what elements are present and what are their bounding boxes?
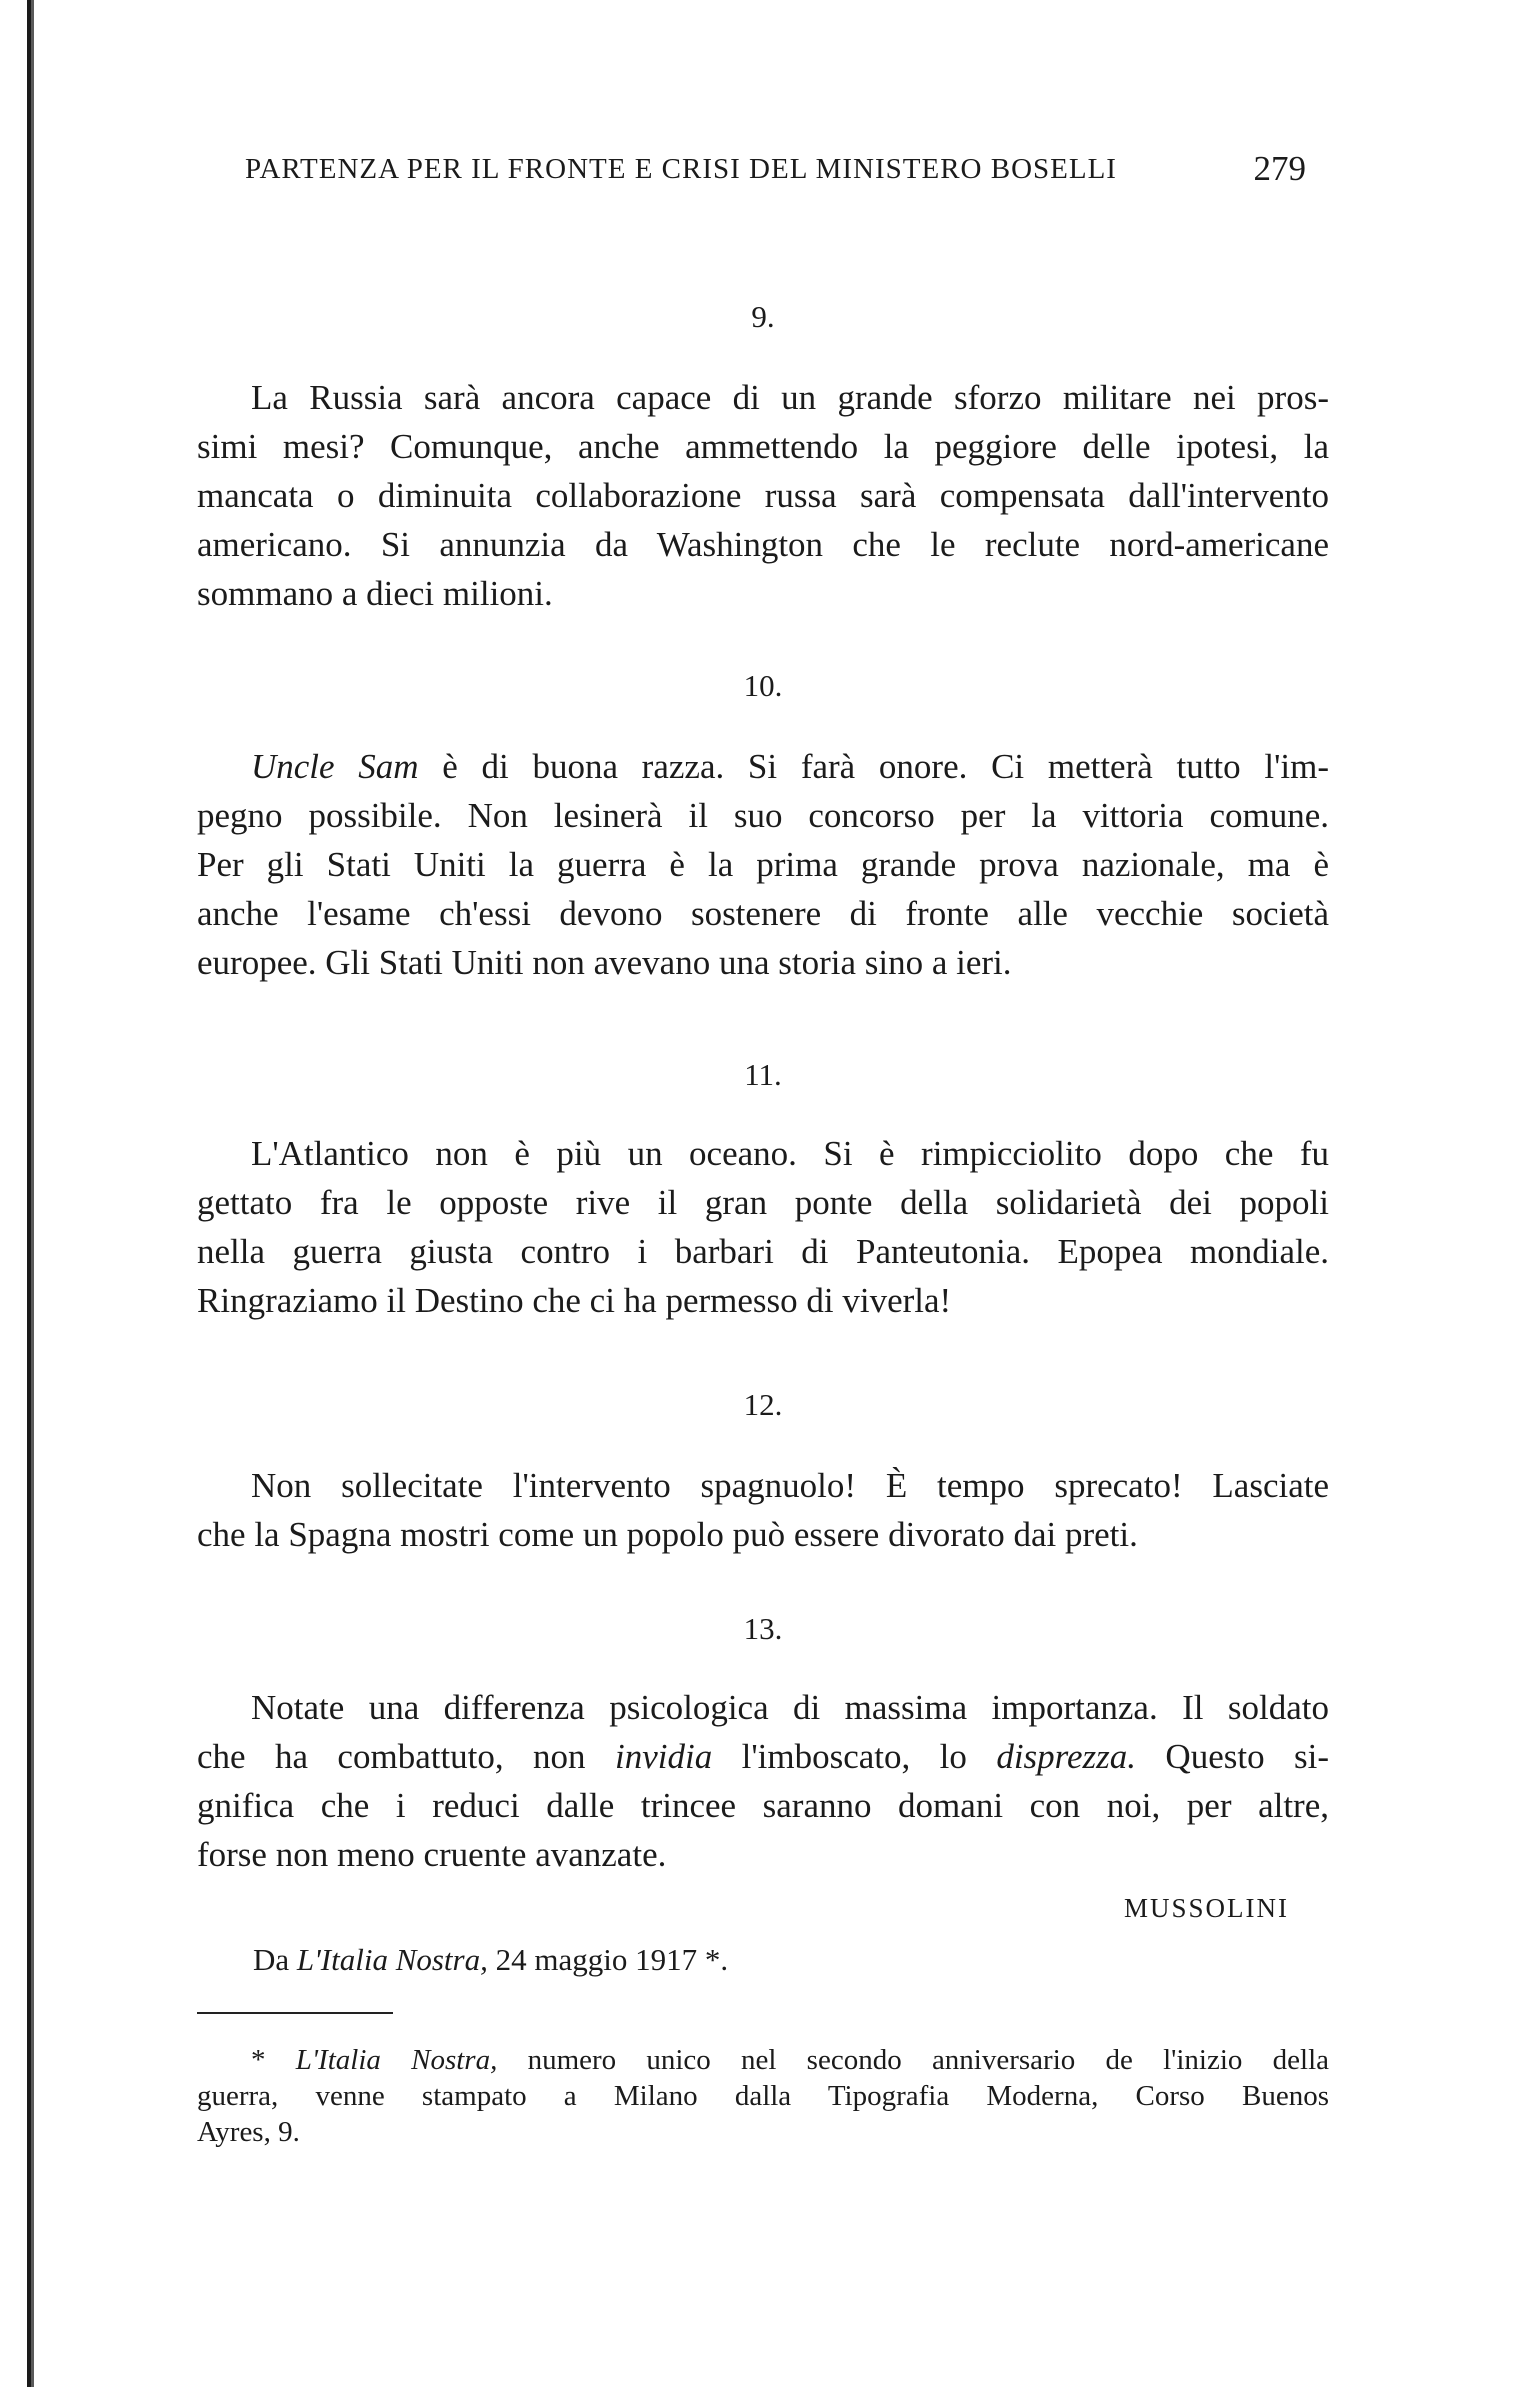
section-number: 11. — [744, 1057, 782, 1092]
source-citation — [197, 1942, 1329, 1978]
paragraph-10 — [197, 742, 1329, 987]
source-date: 24 maggio 1917 *. — [487, 1942, 729, 1977]
running-title: PARTENZA PER IL FRONTE E CRISI DEL MINISTERO BOSELLI — [245, 153, 1117, 185]
italic-term: Uncle Sam — [251, 747, 419, 786]
text-line: Notate una differenza psicologica di massima importanza. Il soldato — [251, 1688, 1329, 1727]
text-line: sommano a dieci milioni. — [197, 574, 553, 613]
footnote-marker: * — [251, 2044, 296, 2076]
footnote-line: Ayres, 9. — [197, 2116, 300, 2148]
footnote — [197, 2042, 1329, 2150]
running-head — [197, 145, 1329, 205]
page-body — [197, 145, 1329, 2150]
text-line: Ringraziamo il Destino che ci ha permesso di viverla! — [197, 1281, 952, 1320]
italic-term: disprezza. — [996, 1737, 1137, 1776]
text-fragment: l'imboscato, lo — [712, 1737, 997, 1776]
text-line — [197, 742, 1329, 791]
text-line: nella guerra giusta contro i barbari di Panteutonia. Epopea mondiale. — [197, 1232, 1329, 1271]
section-number: 10. — [743, 668, 783, 703]
section-number: 9. — [751, 299, 775, 334]
text-line: gettato fra le opposte rive il gran ponte della solidarietà dei popoli — [197, 1183, 1329, 1222]
paragraph-11 — [197, 1129, 1329, 1325]
paragraph-9 — [197, 373, 1329, 618]
text-line: L'Atlantico non è più un oceano. Si è rimpicciolito dopo che fu — [251, 1134, 1329, 1173]
text-line: La Russia sarà ancora capace di un grande sforzo militare nei pros- — [251, 378, 1329, 417]
text-line: mancata o diminuita collaborazione russa sarà compensata dall'intervento — [197, 476, 1329, 515]
footnote-line: guerra, venne stampato a Milano dalla Tipografia Moderna, Corso Buenos — [197, 2080, 1329, 2112]
italic-term: invidia — [614, 1737, 713, 1776]
text-line: che la Spagna mostri come un popolo può essere divorato dai preti. — [197, 1515, 1138, 1554]
text-line: gnifica che i reduci dalle trincee saranno domani con noi, per altre, — [197, 1786, 1329, 1825]
text-fragment: Questo si- — [1136, 1737, 1329, 1776]
text-line: pegno possibile. Non lesinerà il suo concorso per la vittoria comune. — [197, 796, 1329, 835]
text-fragment: numero unico nel secondo anniversario de l'inizio della — [497, 2044, 1329, 2076]
signature: MUSSOLINI — [1123, 1893, 1289, 1923]
source-prefix: Da — [253, 1942, 297, 1977]
paragraph-13 — [197, 1683, 1329, 1879]
text-fragment: che ha combattuto, non — [197, 1737, 615, 1776]
text-line: europee. Gli Stati Uniti non avevano una storia sino a ieri. — [197, 943, 1012, 982]
text-line: anche l'esame ch'essi devono sostenere di fronte alle vecchie società — [197, 894, 1329, 933]
footnote-publication: L'Italia Nostra, — [295, 2044, 498, 2076]
text-line: Per gli Stati Uniti la guerra è la prima grande prova nazionale, ma è — [197, 845, 1329, 884]
section-number: 12. — [743, 1387, 783, 1422]
footnote-line — [197, 2042, 1329, 2078]
text-fragment: è di buona razza. Si farà onore. Ci metterà tutto l'im- — [418, 747, 1329, 786]
text-line — [197, 1732, 1329, 1781]
text-line: americano. Si annunzia da Washington che le reclute nord-americane — [197, 525, 1329, 564]
source-publication: L'Italia Nostra, — [296, 1942, 488, 1977]
paragraph-12 — [197, 1461, 1329, 1559]
page-number: 279 — [1253, 149, 1306, 188]
text-line: Non sollecitate l'intervento spagnuolo! È tempo sprecato! Lasciate — [251, 1466, 1329, 1505]
section-number: 13. — [743, 1611, 783, 1646]
text-line: forse non meno cruente avanzate. — [197, 1835, 667, 1874]
binding-edge — [27, 0, 33, 2387]
text-line: simi mesi? Comunque, anche ammettendo la peggiore delle ipotesi, la — [197, 427, 1329, 466]
